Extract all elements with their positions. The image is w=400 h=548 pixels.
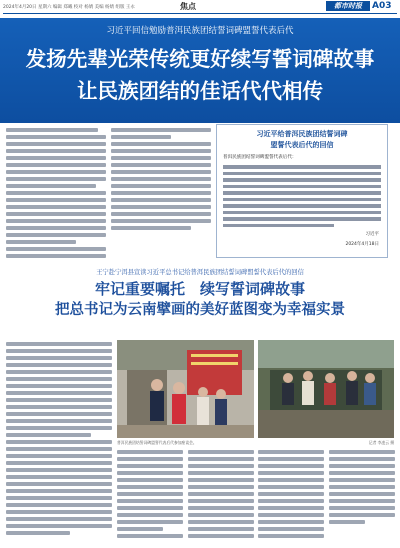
letter-title-1: 习近平给普洱民族团结誓词碑 (256, 130, 348, 138)
article1-text-col1 (6, 128, 106, 260)
article2-text-col1 (6, 342, 112, 542)
article2-text-col3 (188, 450, 254, 542)
photo-left-image (117, 340, 254, 438)
article2-text-col2 (117, 450, 183, 542)
article1-kicker: 习近平回信勉励普洱民族团结誓词碑盟誓代表后代 (106, 26, 294, 36)
article1-banner (0, 18, 400, 123)
article2-headline-2: 把总书记为云南擘画的美好蓝图变为幸福实景 (55, 302, 345, 318)
letter-date: 2024年4月18日 (345, 242, 379, 247)
date-line: 2024年4月20日 星期六 编辑 郑曦 校对 杨婧 美编 杨婧 组版 王永 (3, 5, 135, 10)
photo-left (117, 340, 254, 438)
header-rule (3, 13, 397, 14)
section-label: 焦点 (180, 2, 196, 11)
article2-text-col5 (329, 450, 395, 542)
photo-right-image (258, 340, 394, 438)
page-number: A03 (372, 1, 392, 11)
article1-headline-1: 发扬先辈光荣传统更好续写誓词碑故事 (25, 47, 375, 71)
article1-text-col2 (111, 128, 211, 260)
letter-title-2: 盟誓代表后代的回信 (270, 141, 334, 149)
photo-right (258, 340, 394, 438)
article2-text-col4 (258, 450, 324, 542)
article2-kicker: 王宁赴宁洱县宣读习近平总书记给普洱民族团结誓词碑盟誓代表后代的回信 (96, 269, 304, 276)
brand-logo: 都市时报 (326, 1, 370, 11)
letter-salutation: 普洱民族团结誓词碑盟誓代表后代： (223, 155, 297, 160)
letter-signature: 习近平 (365, 232, 379, 237)
article2-headline-1: 牢记重要嘱托 续写誓词碑故事 (94, 280, 305, 298)
photo-left-caption: 普洱民族团结誓词碑盟誓代表后代参加座谈会。 (117, 440, 197, 445)
photo-right-caption: 记者 李凌云 摄 (368, 440, 394, 445)
letter-body (223, 165, 381, 230)
article1-headline-2: 让民族团结的佳话代代相传 (77, 79, 323, 103)
page-header (0, 0, 400, 13)
letter-box (216, 124, 388, 258)
article2-banner (0, 264, 400, 339)
